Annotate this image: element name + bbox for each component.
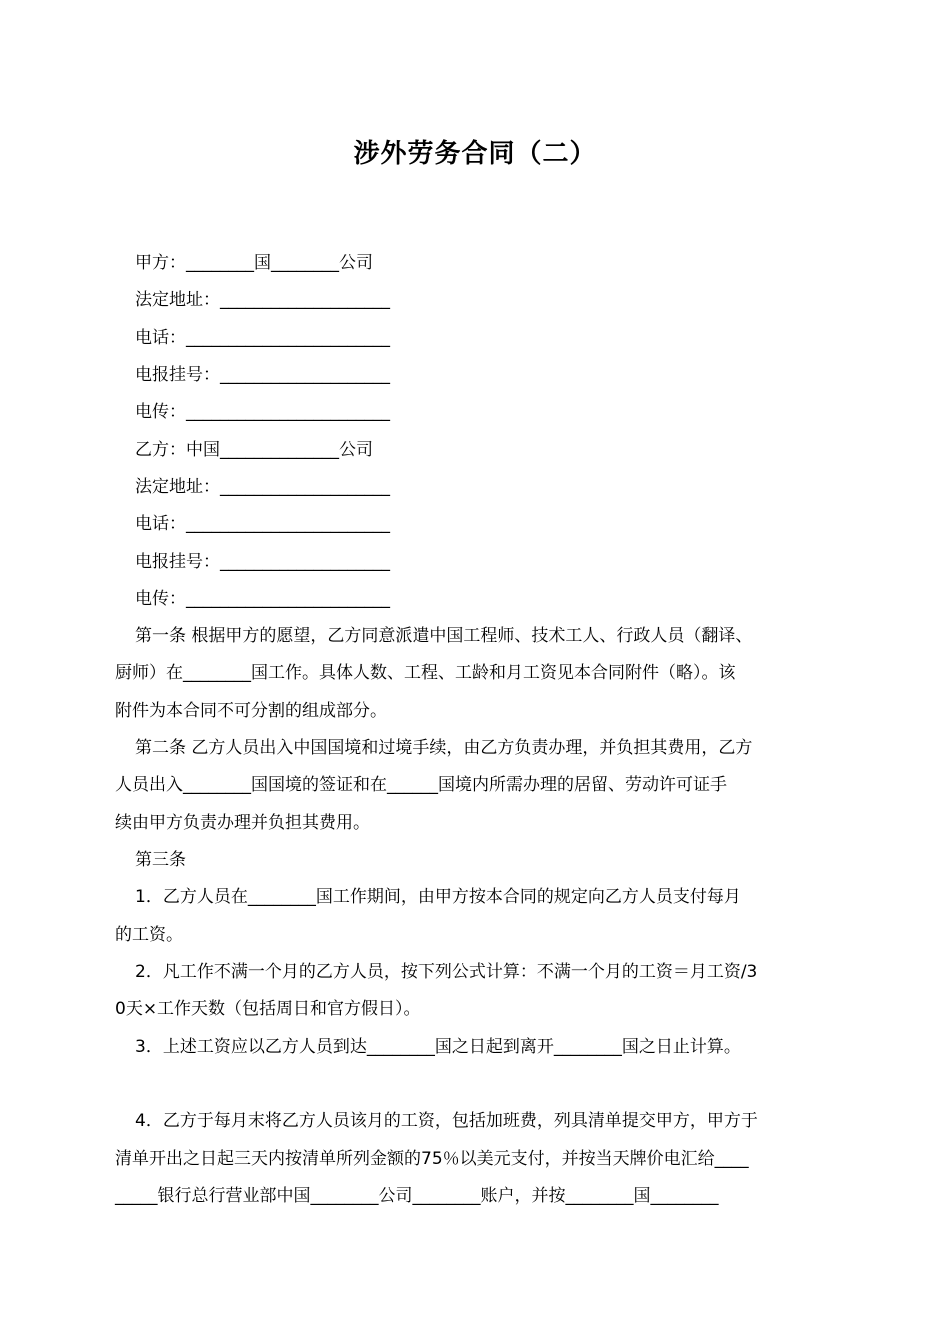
party-a-cable: 电报挂号：____________________ [135, 365, 390, 385]
party-a-phone: 电话：________________________ [135, 328, 390, 348]
article-3-clause-1: 1．乙方人员在________国工作期间，由甲方按本合同的规定向乙方人员支付每月 [135, 887, 741, 907]
party-a-name: 甲方：________国________公司 [135, 253, 373, 273]
article-3-clause-4: 4．乙方于每月末将乙方人员该月的工资，包括加班费，列具清单提交甲方，甲方于 [135, 1111, 758, 1131]
article-1-line: 厨师）在________国工作。具体人数、工程、工龄和月工资见本合同附件（略）。该 [115, 663, 736, 683]
article-3-clause-2: 2．凡工作不满一个月的乙方人员，按下列公式计算：不满一个月的工资＝月工资/3 [135, 962, 758, 982]
article-3-clause-3: 3．上述工资应以乙方人员到达________国之日起到离开________国之日止计算。 [135, 1037, 741, 1057]
party-b-address: 法定地址：____________________ [135, 477, 390, 497]
article-2-line: 续由甲方负责办理并负担其费用。 [115, 813, 370, 833]
article-3-clause-4: 清单开出之日起三天内按清单所列金额的75％以美元支付，并按当天牌价电汇给____ [115, 1149, 749, 1169]
article-1-line: 第一条 根据甲方的愿望，乙方同意派遣中国工程师、技术工人、行政人员（翻译、 [135, 626, 753, 646]
article-3-clause-1: 的工资。 [115, 925, 183, 945]
article-2-line: 第二条 乙方人员出入中国国境和过境手续，由乙方负责办理，并负担其费用，乙方 [135, 738, 753, 758]
article-2-line: 人员出入________国国境的签证和在______国境内所需办理的居留、劳动许可证手 [115, 775, 727, 795]
article-3-clause-2: 0天×工作天数（包括周日和官方假日）。 [115, 999, 421, 1019]
party-b-cable: 电报挂号：____________________ [135, 552, 390, 572]
party-b-phone: 电话：________________________ [135, 514, 390, 534]
party-b-telex: 电传：________________________ [135, 589, 390, 609]
article-1-line: 附件为本合同不可分割的组成部分。 [115, 701, 387, 721]
document-title: 涉外劳务合同（二） [353, 139, 597, 169]
party-b-name: 乙方：中国______________公司 [135, 440, 373, 460]
article-3-clause-4: _____银行总行营业部中国________公司________账户，并按________国________ [115, 1186, 719, 1206]
article-3-heading: 第三条 [135, 850, 186, 870]
party-a-telex: 电传：________________________ [135, 402, 390, 422]
party-a-address: 法定地址：____________________ [135, 290, 390, 310]
